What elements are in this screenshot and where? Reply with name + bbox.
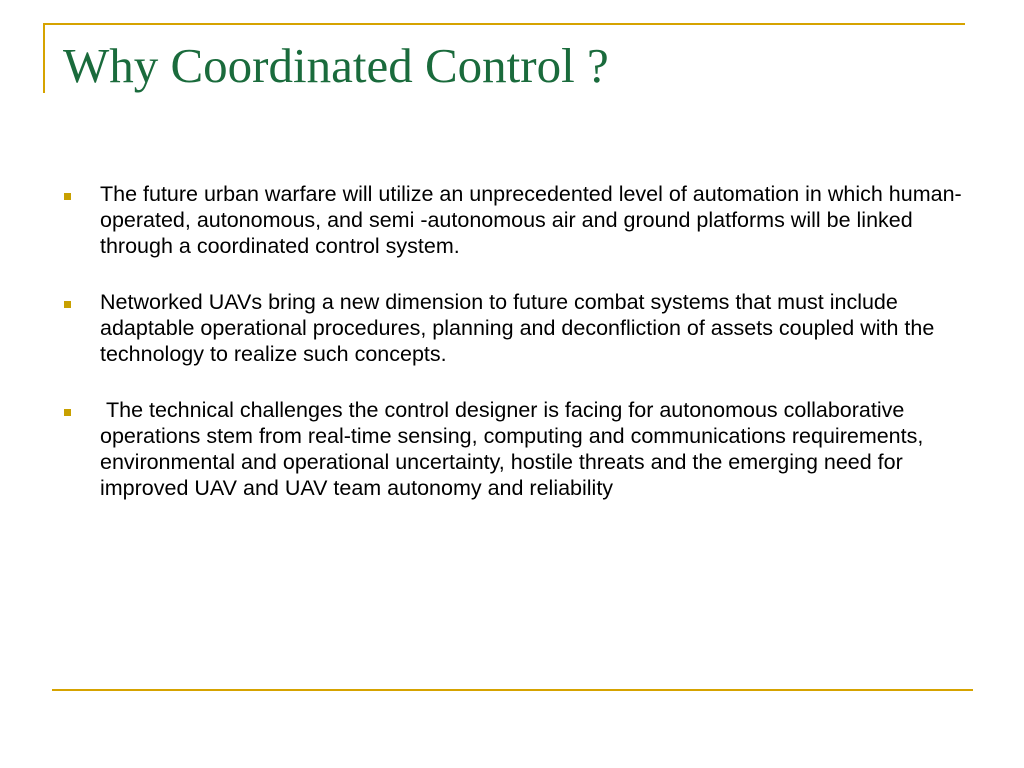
top-accent-rule: [43, 23, 965, 25]
bullet-text: The technical challenges the control designer is facing for autonomous collaborative operations stem from real-time sensing, computing and communications requirements, environmental and operational uncertainty, hostile threats and the emerging need for improved UAV and UAV team autonomy and reliability: [100, 398, 930, 500]
bullet-item: [62, 289, 967, 367]
square-bullet-icon: [64, 409, 71, 416]
bullet-text: Networked UAVs bring a new dimension to future combat systems that must include adaptable operational procedures, planning and deconfliction of assets coupled with the technology to realize such concepts.: [100, 290, 941, 366]
slide-title: Why Coordinated Control ?: [63, 38, 609, 93]
bullet-text: The future urban warfare will utilize an unprecedented level of automation in which human-operated, autonomous, and semi -autonomous air and ground platforms will be linked through a coordinated control system.: [100, 182, 962, 258]
bullet-item: [62, 181, 967, 259]
bullet-list: [62, 181, 967, 531]
square-bullet-icon: [64, 193, 71, 200]
bottom-accent-rule: [52, 689, 973, 691]
bullet-item: [62, 397, 967, 501]
square-bullet-icon: [64, 301, 71, 308]
left-accent-rule: [43, 23, 45, 93]
